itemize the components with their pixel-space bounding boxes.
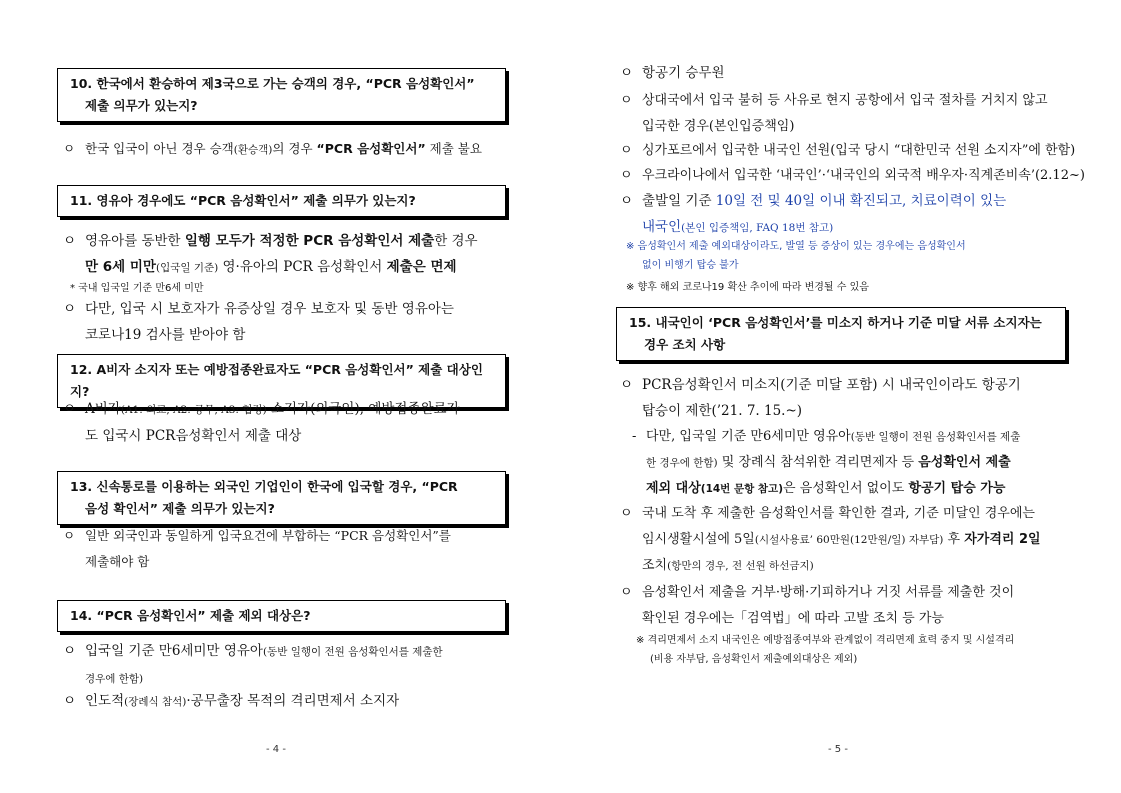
page-right	[560, 0, 1121, 793]
right-item-1: ㅇ 항공기 승무원	[620, 65, 725, 81]
right-note-6: ※ 향후 해외 코로나19 확산 추이에 따라 변경될 수 있음	[626, 282, 869, 293]
answer-15-note: ※ 격리면제서 소지 내국인은 예방접종여부와 관계없이 격리면제 효력 중지 및 시설격리 (비용 자부담, 음성확인서 제출예외대상은 제외)	[636, 635, 1015, 665]
question-12-line1: 12. A비자 소지자 또는 예방접종완료자도 “PCR 음성확인서” 제출 대상인지?	[70, 362, 483, 399]
question-13-line2: 음성 확인서” 제출 의무가 있는지?	[85, 501, 275, 516]
right-item-5: ㅇ 출발일 기준 10일 전 및 40일 이내 확진되고, 치료이력이 있는 내국인(본인 입증책임, FAQ 18번 참고)	[620, 193, 1007, 235]
page-left	[0, 0, 560, 793]
right-note-5: ※ 음성확인서 제출 예외대상이라도, 발열 등 증상이 있는 경우에는 음성확인서 없이 비행기 탑승 불가	[626, 241, 966, 271]
question-15-line2: 경우 조치 사항	[644, 337, 726, 352]
answer-15b: - 다만, 입국일 기준 만6세미만 영유아(동반 일행이 전원 음성확인서를 제출 한 경우에 한함) 및 장례식 참석위한 격리면제자 등 음성확인서 제출 제외 대상(14번 문항 참고)은 음성확인서 없이도 항공기 탑승 가능	[632, 429, 1021, 496]
right-item-3: ㅇ 싱가포르에서 입국한 내국인 선원(입국 당시 “대한민국 선원 소지자”에 한함)	[620, 143, 1076, 158]
question-10-box	[57, 68, 506, 122]
right-item-4: ㅇ 우크라이나에서 입국한 ‘내국인’·‘내국인의 외국적 배우자·직계존비속’(2.12~)	[620, 168, 1085, 183]
answer-11b: ㅇ 다만, 입국 시 보호자가 유증상일 경우 보호자 및 동반 영유아는 코로나19 검사를 받아야 함	[63, 301, 454, 343]
question-10-line1: 10. 한국에서 환승하여 제3국으로 가는 승객의 경우, “PCR 음성확인서”	[70, 76, 475, 91]
question-13-line1: 13. 신속통로를 이용하는 외국인 기업인이 한국에 입국할 경우, “PCR	[70, 479, 458, 494]
page-number-4: - 4 -	[266, 744, 286, 755]
question-14-line1: 14. “PCR 음성확인서” 제출 제외 대상은?	[70, 608, 311, 623]
answer-15c: ㅇ 국내 도착 후 제출한 음성확인서를 확인한 결과, 기준 미달인 경우에는 임시생활시설에 5일(시설사용료’ 60만원(12만원/일) 자부담) 후 자가격리 2일 조치(항만의 경우, 전 선원 하선금지)	[620, 506, 1041, 573]
question-15-line1: 15. 내국인이 ‘PCR 음성확인서’를 미소지 하거나 기준 미달 서류 소지자는	[629, 315, 1042, 330]
question-11-box	[57, 185, 506, 217]
question-15-box	[616, 307, 1066, 361]
answer-14a: ㅇ 입국일 기준 만6세미만 영유아(동반 일행이 전원 음성확인서를 제출한 경우에 한함)	[63, 643, 443, 685]
answer-12: ㅇ A비자(A1: 외교, A2: 공무, A3: 협정) 소지자(외국인), 예방접종완료자 도 입국시 PCR음성확인서 제출 대상	[63, 401, 460, 444]
question-10-line2: 제출 의무가 있는지?	[85, 98, 198, 113]
right-item-2: ㅇ 상대국에서 입국 불허 등 사유로 현지 공항에서 입국 절차를 거치지 않고 입국한 경우(본인입증책임)	[620, 93, 1048, 134]
answer-11a: ㅇ 영유아를 동반한 일행 모두가 적정한 PCR 음성확인서 제출한 경우 만 6세 미만(입국일 기준) 영·유아의 PCR 음성확인서 제출은 면제	[63, 233, 478, 275]
answer-11-note: * 국내 입국일 기준 만6세 미만	[70, 283, 204, 294]
page-number-5: - 5 -	[828, 744, 848, 755]
question-13-box	[57, 471, 506, 525]
answer-10: ㅇ 한국 입국이 아닌 경우 승객(환승객)의 경우 “PCR 음성확인서” 제출 불요	[63, 141, 482, 156]
answer-15a: ㅇ PCR음성확인서 미소지(기준 미달 포함) 시 내국인이라도 항공기 탑승이 제한(’21. 7. 15.~)	[620, 377, 1021, 419]
answer-14b: ㅇ 인도적(장례식 참석)·공무출장 목적의 격리면제서 소지자	[63, 693, 400, 709]
answer-15d: ㅇ 음성확인서 제출을 거부·방해·기피하거나 거짓 서류를 제출한 것이 확인된 경우에는「검역법」에 따라 고발 조치 등 가능	[620, 585, 1015, 626]
answer-13: ㅇ 일반 외국인과 동일하게 입국요건에 부합하는 “PCR 음성확인서”를 제출해야 함	[63, 528, 451, 569]
question-14-box	[57, 600, 506, 632]
question-11-line1: 11. 영유아 경우에도 “PCR 음성확인서” 제출 의무가 있는지?	[70, 193, 416, 208]
